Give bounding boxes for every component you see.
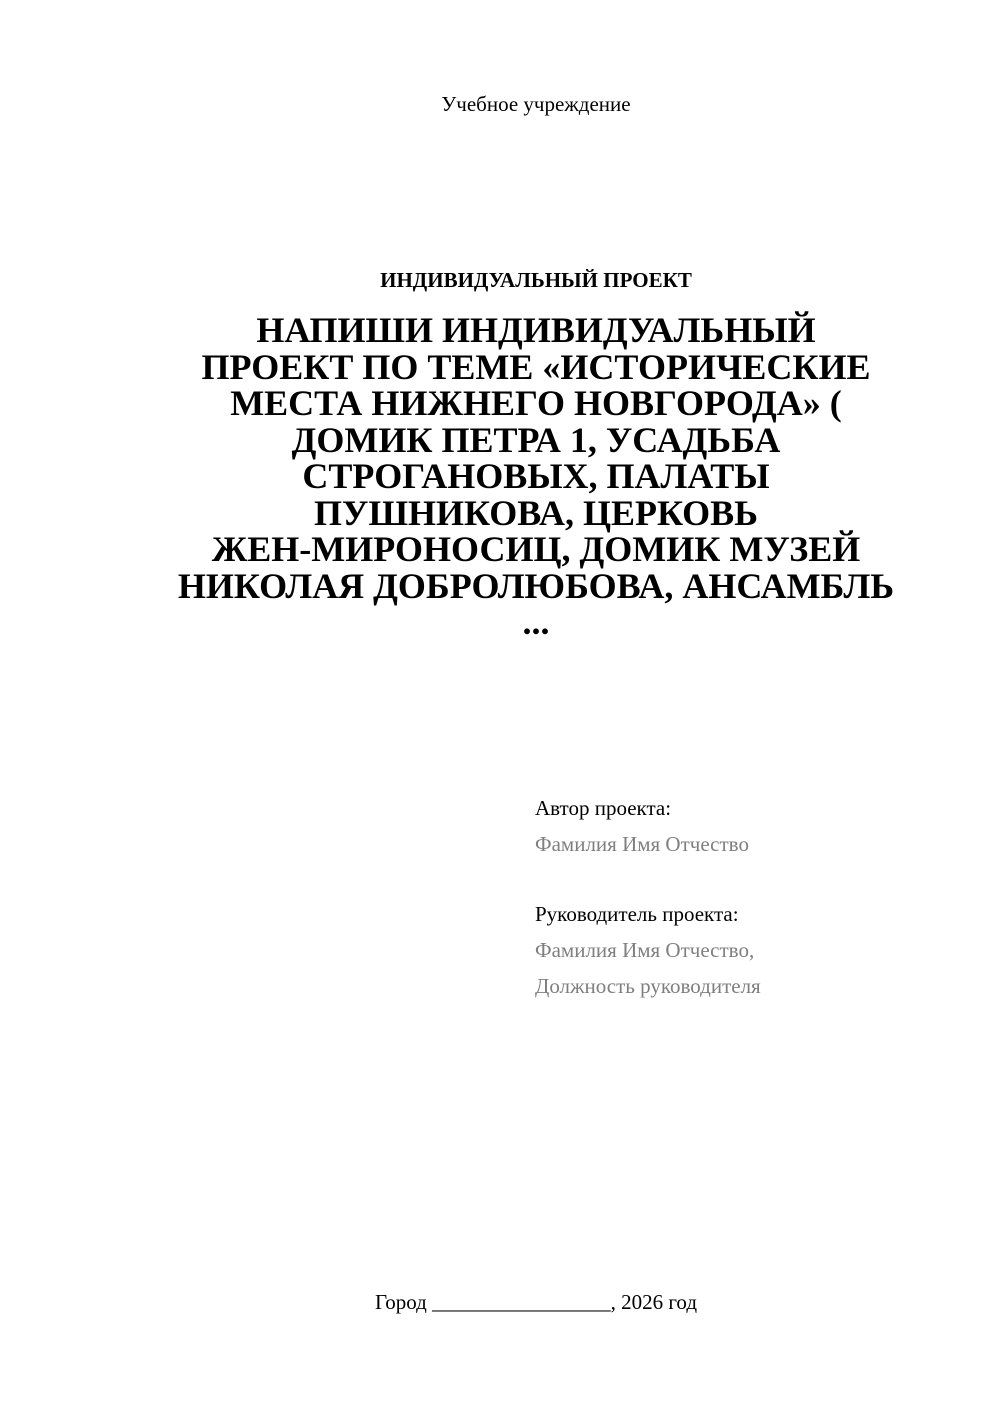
author-label: Автор проекта: xyxy=(535,796,672,820)
title-line: СТРОГАНОВЫХ, ПАЛАТЫ xyxy=(302,456,770,496)
institution-name: Учебное учреждение xyxy=(441,92,631,116)
title-line: ... xyxy=(522,602,550,642)
title-line: МЕСТА НИЖНЕГО НОВГОРОДА» ( xyxy=(230,383,842,423)
title-line: НАПИШИ ИНДИВИДУАЛЬНЫЙ xyxy=(256,310,816,350)
title-line: ДОМИК ПЕТРА 1, УСАДЬБА xyxy=(291,419,781,460)
project-title xyxy=(145,312,927,641)
title-line: НИКОЛАЯ ДОБРОЛЮБОВА, АНСАМБЛЬ xyxy=(177,565,895,606)
supervisor-label: Руководитель проекта: xyxy=(535,902,739,926)
credits-block xyxy=(535,790,955,1004)
supervisor-position-placeholder: Должность руководителя xyxy=(535,974,761,998)
spacer xyxy=(535,862,955,896)
project-type-label: ИНДИВИДУАЛЬНЫЙ ПРОЕКТ xyxy=(380,268,692,292)
title-line: ЖЕН-МИРОНОСИЦ, ДОМИК МУЗЕЙ xyxy=(211,529,861,569)
city-year-line: Город _________________, 2026 год xyxy=(374,1290,698,1314)
title-line: ПРОЕКТ ПО ТЕМЕ «ИСТОРИЧЕСКИЕ xyxy=(201,346,871,387)
supervisor-name-placeholder: Фамилия Имя Отчество, xyxy=(535,938,755,962)
author-name-placeholder: Фамилия Имя Отчество xyxy=(535,832,749,856)
title-line: ПУШНИКОВА, ЦЕРКОВЬ xyxy=(314,492,758,533)
